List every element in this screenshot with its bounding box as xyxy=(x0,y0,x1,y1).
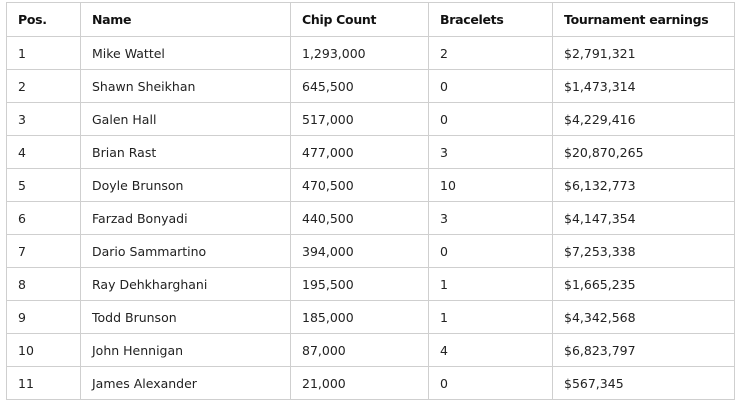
cell-earnings: $6,823,797 xyxy=(553,334,735,367)
cell-bracelets: 0 xyxy=(429,70,553,103)
cell-chip-count: 195,500 xyxy=(291,268,429,301)
cell-earnings: $567,345 xyxy=(553,367,735,400)
cell-name: Dario Sammartino xyxy=(81,235,291,268)
table-row xyxy=(7,37,735,70)
cell-chip-count: 21,000 xyxy=(291,367,429,400)
table-row xyxy=(7,268,735,301)
cell-earnings: $6,132,773 xyxy=(553,169,735,202)
cell-name: John Hennigan xyxy=(81,334,291,367)
cell-bracelets: 1 xyxy=(429,268,553,301)
cell-earnings: $7,253,338 xyxy=(553,235,735,268)
cell-position: 10 xyxy=(7,334,81,367)
cell-chip-count: 185,000 xyxy=(291,301,429,334)
cell-bracelets: 0 xyxy=(429,103,553,136)
table-row xyxy=(7,136,735,169)
cell-position: 9 xyxy=(7,301,81,334)
cell-bracelets: 0 xyxy=(429,235,553,268)
table-row xyxy=(7,367,735,400)
table-row xyxy=(7,103,735,136)
cell-bracelets: 3 xyxy=(429,202,553,235)
cell-position: 5 xyxy=(7,169,81,202)
header-position: Pos. xyxy=(7,3,81,37)
cell-bracelets: 0 xyxy=(429,367,553,400)
cell-position: 4 xyxy=(7,136,81,169)
cell-name: Brian Rast xyxy=(81,136,291,169)
cell-earnings: $20,870,265 xyxy=(553,136,735,169)
table-row xyxy=(7,301,735,334)
cell-earnings: $4,229,416 xyxy=(553,103,735,136)
header-tournament-earnings: Tournament earnings xyxy=(553,3,735,37)
cell-chip-count: 477,000 xyxy=(291,136,429,169)
cell-position: 1 xyxy=(7,37,81,70)
cell-name: Doyle Brunson xyxy=(81,169,291,202)
header-chip-count: Chip Count xyxy=(291,3,429,37)
cell-name: Shawn Sheikhan xyxy=(81,70,291,103)
table-row xyxy=(7,169,735,202)
cell-chip-count: 87,000 xyxy=(291,334,429,367)
cell-bracelets: 2 xyxy=(429,37,553,70)
cell-position: 3 xyxy=(7,103,81,136)
cell-position: 6 xyxy=(7,202,81,235)
cell-chip-count: 440,500 xyxy=(291,202,429,235)
cell-bracelets: 1 xyxy=(429,301,553,334)
cell-earnings: $1,473,314 xyxy=(553,70,735,103)
cell-name: James Alexander xyxy=(81,367,291,400)
table-header-row xyxy=(7,3,735,37)
cell-earnings: $4,342,568 xyxy=(553,301,735,334)
cell-chip-count: 517,000 xyxy=(291,103,429,136)
cell-bracelets: 4 xyxy=(429,334,553,367)
cell-position: 2 xyxy=(7,70,81,103)
table-row xyxy=(7,70,735,103)
cell-name: Galen Hall xyxy=(81,103,291,136)
cell-chip-count: 394,000 xyxy=(291,235,429,268)
table-row xyxy=(7,235,735,268)
cell-name: Ray Dehkharghani xyxy=(81,268,291,301)
cell-earnings: $4,147,354 xyxy=(553,202,735,235)
cell-chip-count: 1,293,000 xyxy=(291,37,429,70)
cell-earnings: $2,791,321 xyxy=(553,37,735,70)
cell-bracelets: 3 xyxy=(429,136,553,169)
header-bracelets: Bracelets xyxy=(429,3,553,37)
cell-name: Farzad Bonyadi xyxy=(81,202,291,235)
cell-chip-count: 470,500 xyxy=(291,169,429,202)
cell-name: Mike Wattel xyxy=(81,37,291,70)
chip-count-table xyxy=(6,2,735,400)
cell-position: 8 xyxy=(7,268,81,301)
cell-bracelets: 10 xyxy=(429,169,553,202)
cell-position: 11 xyxy=(7,367,81,400)
header-name: Name xyxy=(81,3,291,37)
cell-name: Todd Brunson xyxy=(81,301,291,334)
cell-position: 7 xyxy=(7,235,81,268)
table-row xyxy=(7,202,735,235)
cell-chip-count: 645,500 xyxy=(291,70,429,103)
table-row xyxy=(7,334,735,367)
cell-earnings: $1,665,235 xyxy=(553,268,735,301)
